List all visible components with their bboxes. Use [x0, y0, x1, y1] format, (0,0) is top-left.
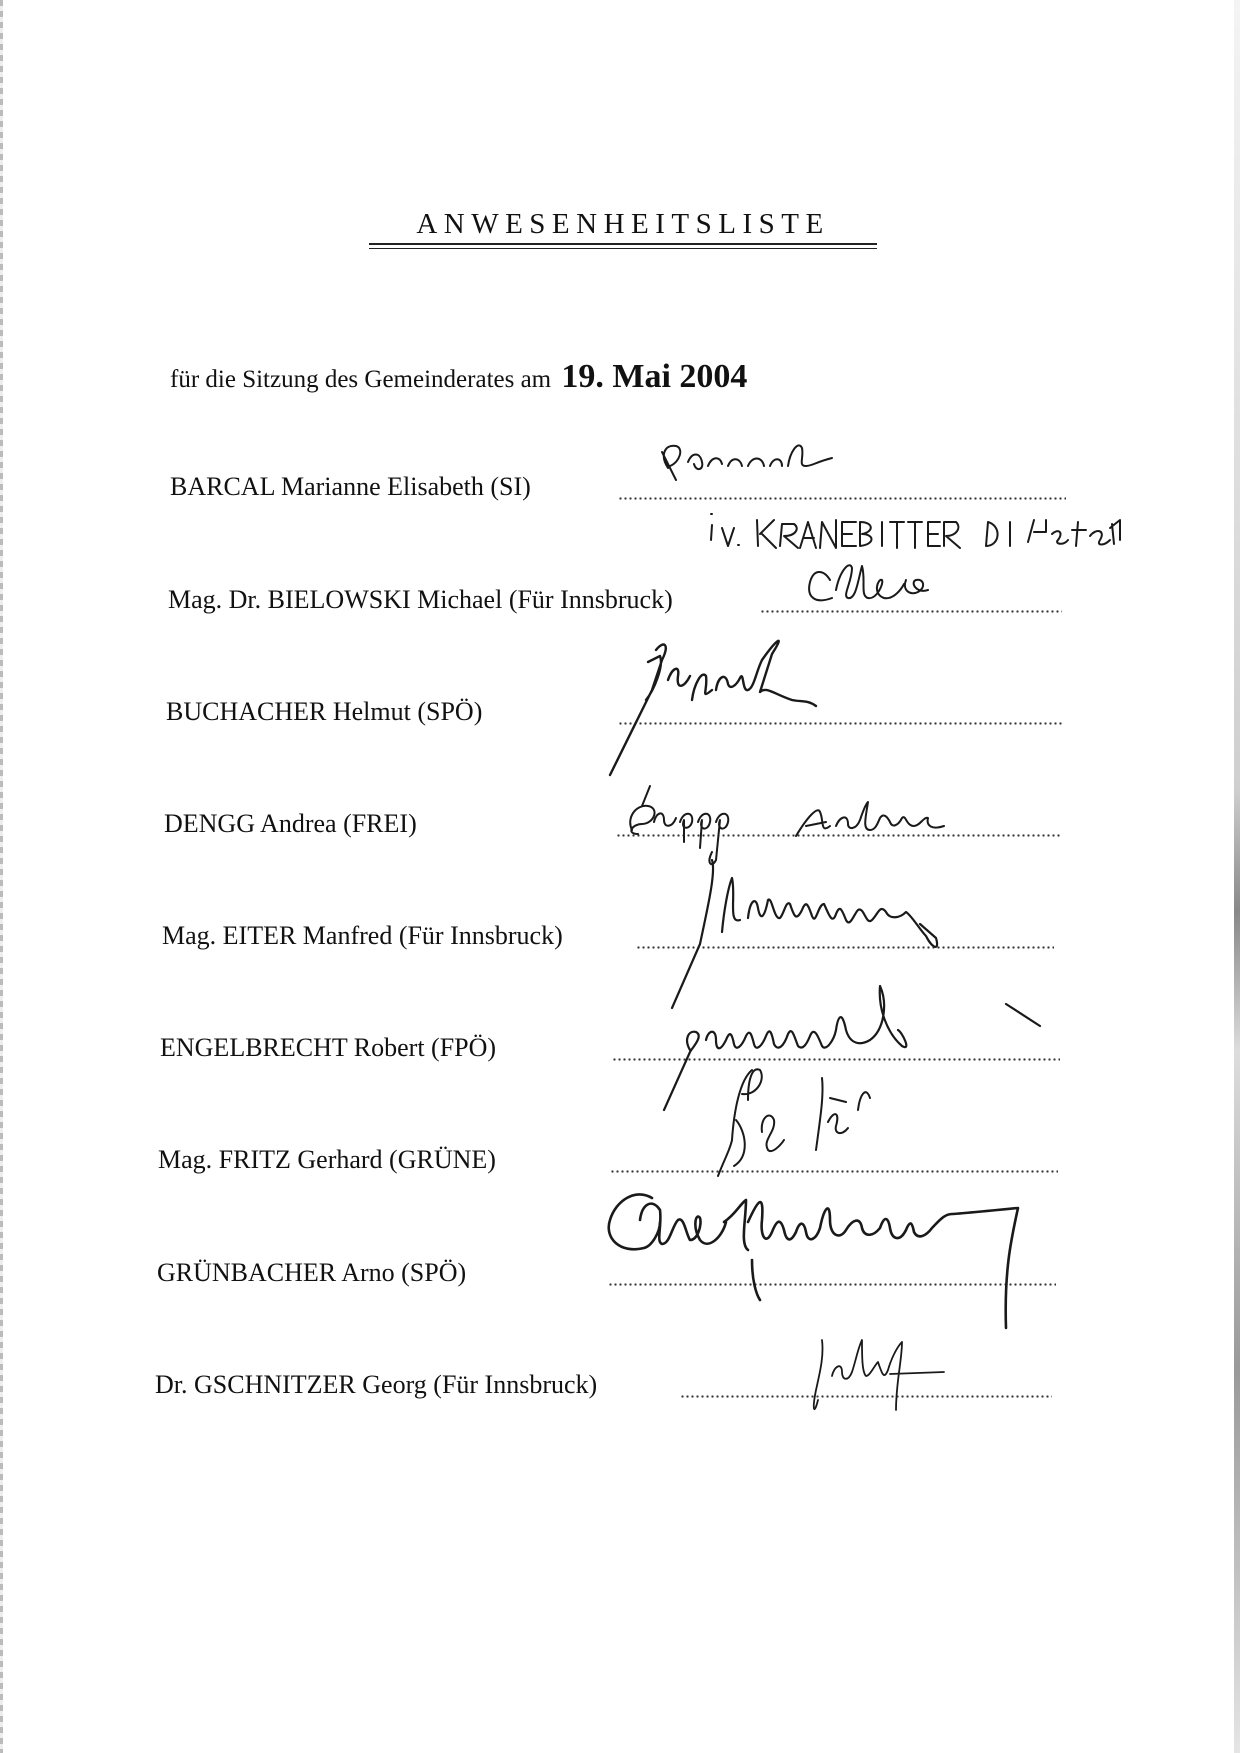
attendee-row — [0, 1236, 1240, 1296]
scan-edge-left — [0, 0, 3, 1753]
document-title: ANWESENHEITSLISTE — [416, 208, 830, 240]
scan-edge-right — [1234, 0, 1240, 1753]
attendee-name: BARCAL Marianne Elisabeth (SI) — [170, 472, 531, 501]
signature-line — [636, 946, 1054, 949]
session-date: 19. Mai 2004 — [561, 358, 748, 395]
attendee-name: GRÜNBACHER Arno (SPÖ) — [157, 1258, 467, 1287]
attendee-row — [0, 1123, 1240, 1183]
signature-line — [610, 1170, 1058, 1173]
attendee-row — [0, 563, 1240, 623]
signature-line — [616, 834, 1062, 837]
session-line — [170, 358, 747, 396]
signature-line — [612, 1058, 1060, 1061]
signature-line — [680, 1395, 1052, 1398]
signature-line — [618, 497, 1066, 500]
attendee-name: Mag. Dr. BIELOWSKI Michael (Für Innsbruck) — [168, 585, 673, 614]
attendee-row — [0, 450, 1240, 510]
attendee-row — [0, 787, 1240, 847]
title-underline-second — [369, 248, 877, 249]
signature-line — [618, 722, 1062, 725]
attendee-name: BUCHACHER Helmut (SPÖ) — [166, 697, 483, 726]
session-description: für die Sitzung des Gemeinderates am — [170, 366, 552, 393]
attendee-name: Mag. EITER Manfred (Für Innsbruck) — [162, 921, 563, 950]
attendee-name: ENGELBRECHT Robert (FPÖ) — [160, 1033, 497, 1062]
attendee-row — [0, 1011, 1240, 1071]
title-underline — [369, 243, 877, 245]
attendee-row — [0, 1348, 1240, 1408]
attendee-row — [0, 675, 1240, 735]
attendee-name: Mag. FRITZ Gerhard (GRÜNE) — [158, 1145, 496, 1174]
signature-line — [760, 610, 1062, 613]
attendee-name: Dr. GSCHNITZER Georg (Für Innsbruck) — [155, 1370, 598, 1399]
attendee-row — [0, 899, 1240, 959]
signature-line — [608, 1283, 1056, 1286]
attendee-name: DENGG Andrea (FREI) — [164, 809, 417, 838]
